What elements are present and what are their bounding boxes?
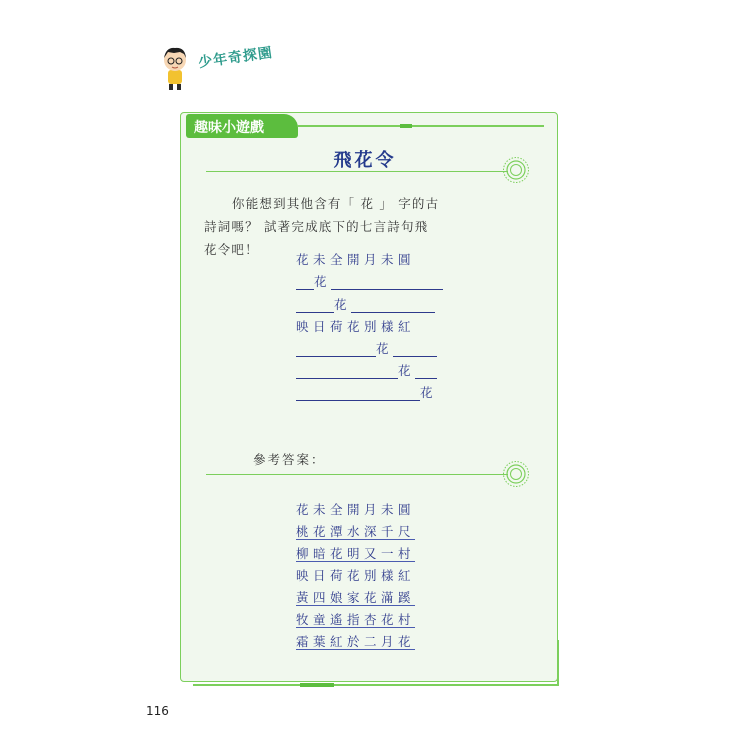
answer-blank xyxy=(296,344,376,357)
answer-blank xyxy=(393,344,437,357)
answer-label: 參考答案： xyxy=(253,452,326,467)
answer-line: 黃四娘家花滿蹊 xyxy=(296,590,416,605)
exercise-line xyxy=(296,339,437,357)
panel-right-rule xyxy=(557,640,559,686)
answer-blank xyxy=(296,388,420,401)
answer-blank xyxy=(351,300,435,313)
flower-char: 花 xyxy=(398,363,416,378)
answer-line: 霜葉紅於二月花 xyxy=(296,634,416,649)
sunburst-icon xyxy=(502,460,530,488)
exercise-line: 映日荷花別樣紅 xyxy=(296,319,416,334)
answer-line: 花未全開月未圓 xyxy=(296,502,416,517)
answer-line: 柳暗花明又一村 xyxy=(296,546,416,561)
panel-top-accent xyxy=(400,124,412,128)
flower-char: 花 xyxy=(376,341,394,356)
flower-char: 花 xyxy=(334,297,352,312)
title-divider xyxy=(206,171,508,172)
intro-line: 花令吧！ xyxy=(204,242,259,257)
panel-top-rule xyxy=(298,125,544,127)
answer-blank xyxy=(296,277,314,290)
answer-divider xyxy=(206,474,508,475)
intro-line: 詩詞嗎？ 試著完成底下的七言詩句飛 xyxy=(204,219,429,234)
page-number: 116 xyxy=(146,704,169,718)
sunburst-icon xyxy=(502,156,530,184)
answer-blank xyxy=(331,277,443,290)
intro-line: 你能想到其他含有「 花 」 字的古 xyxy=(232,196,440,211)
panel-bottom-accent xyxy=(300,683,334,687)
section-title: 飛花令 xyxy=(333,150,397,171)
brand-title: 少年奇探園 xyxy=(197,44,274,72)
exercise-line xyxy=(296,272,443,290)
exercise-line: 花未全開月未圓 xyxy=(296,252,416,267)
boy-mascot-icon xyxy=(158,44,192,90)
exercise-line xyxy=(296,295,435,313)
answer-blank xyxy=(296,366,398,379)
answer-blank xyxy=(415,366,437,379)
answer-line: 映日荷花別樣紅 xyxy=(296,568,416,583)
exercise-line xyxy=(296,383,437,401)
answer-line: 牧童遙指杏花村 xyxy=(296,612,416,627)
flower-char: 花 xyxy=(314,274,332,289)
answer-line: 桃花潭水深千尺 xyxy=(296,524,416,539)
flower-char: 花 xyxy=(420,385,438,400)
exercise-line xyxy=(296,361,437,379)
panel-tab-label: 趣味小遊戲 xyxy=(194,120,264,136)
panel-bottom-rule xyxy=(193,684,559,686)
answer-blank xyxy=(296,300,334,313)
